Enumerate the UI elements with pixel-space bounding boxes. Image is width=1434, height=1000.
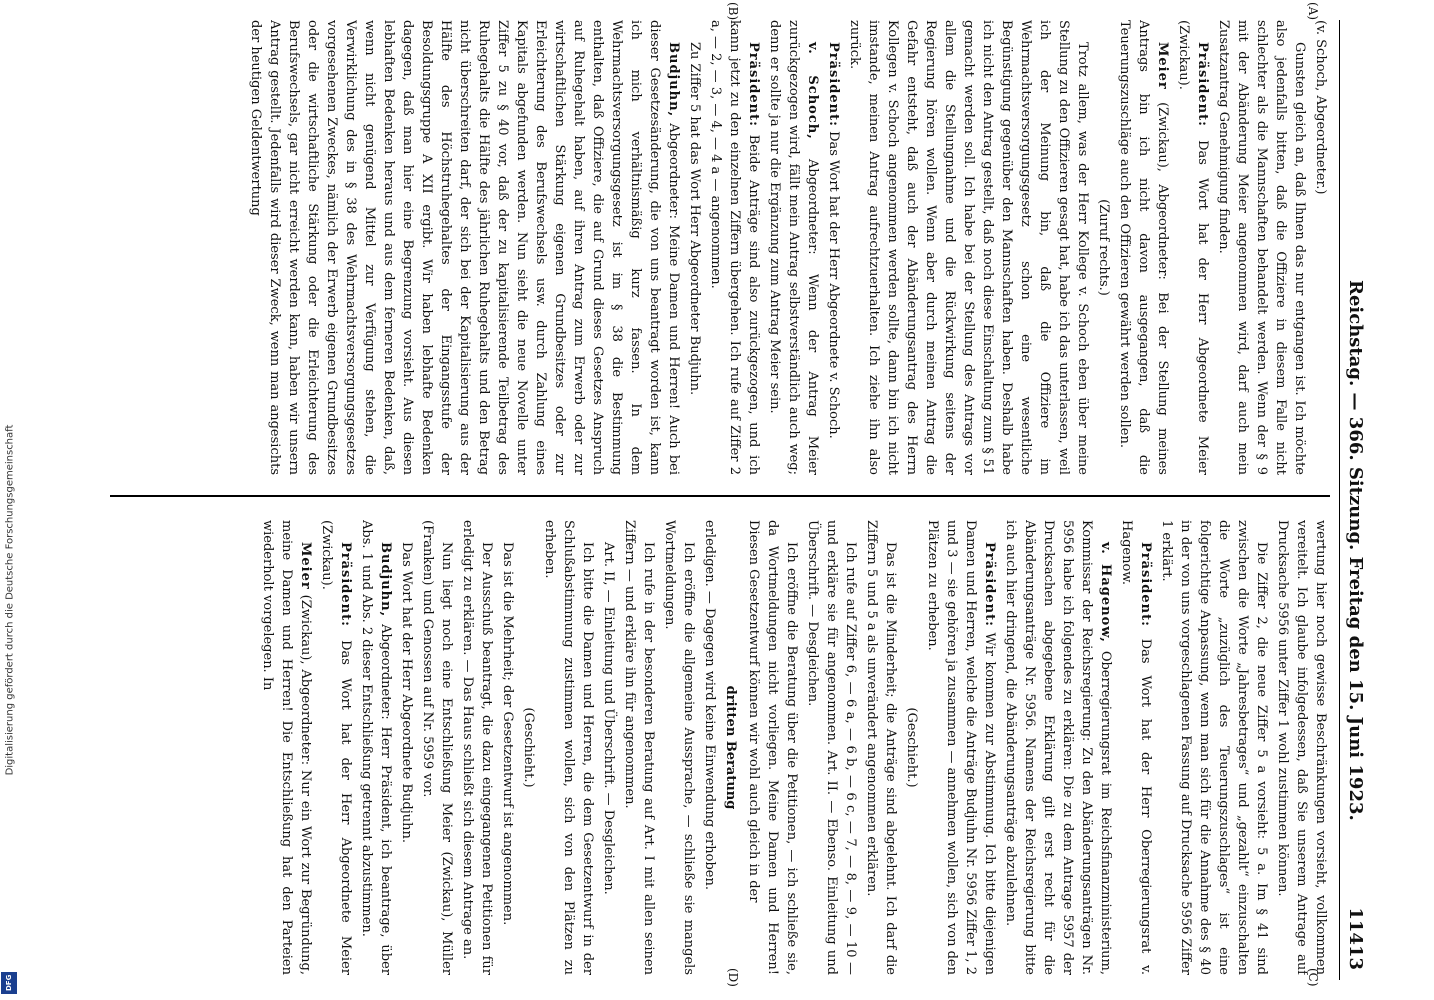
interjection	[902, 520, 921, 975]
interjection	[1094, 20, 1113, 475]
text-paragraph	[1214, 20, 1309, 475]
interjection-text: (Geschieht.)	[521, 707, 536, 788]
paragraph-text: erledigen. — Dagegen wird keine Einwendung erhoben.	[702, 520, 717, 890]
text-paragraph	[418, 520, 456, 975]
speaker-name: Meier	[1155, 42, 1170, 90]
speaker-name: Budjuhn,	[378, 542, 393, 618]
paragraph-text: Das Wort hat der Herr Abgeordnete Budjuhn.	[399, 542, 414, 844]
rotated-page	[80, 0, 1380, 1000]
speech-text: Beide Anträge sind also zurückgezogen, und ich kann jetzt zu den einzelnen Ziffern übergehen. Ich rufe auf Ziffer 2 a, — 2, — 3, — 4, — 4 a — angenommen.	[708, 20, 761, 475]
text-paragraph	[620, 520, 658, 975]
page-content	[80, 0, 1380, 1000]
paragraph-text: Art. II, — Einleitung und Überschrift. — Desgleichen.	[601, 542, 616, 895]
paragraph-text: (v. Schoch, Abgeordneter.)	[1313, 20, 1328, 195]
speech-paragraph	[1115, 20, 1172, 475]
text-paragraph	[700, 520, 719, 975]
paragraph-text: Der Ausschuß beantragt, die dazu eingegangenen Petitionen für erledigt zu erklären. — Das Haus schließt sich diesem Antrage an.	[460, 520, 494, 975]
page-title: Reichstag. — 366. Sitzung. Freitag den 15. Juni 1923.	[1345, 280, 1366, 821]
paragraph-text: Die Ziffer 2, die neue Ziffer 5 a vorsieht: 5 a. Im § 41 sind zwischen die Worte „Jahresbetrages“ und „gezahlt“ einzuschalten die Worte „zuzüglich des Teuerungszuschlages“ ist eine folgerichtige Anpassung, wenn man sich für die Annahme des § 40 in der von uns vorgeschlagenen Fassung auf Drucksache 5956 Ziffer 1 erklärt.	[1159, 520, 1269, 975]
digitization-note: Digitalisierung gefördert durch die Deutsche Forschungsgemeinschaft	[4, 424, 16, 776]
speaker-name: v. Hagenow,	[1098, 542, 1113, 643]
column-divider	[110, 495, 1330, 497]
speech-paragraph	[1117, 520, 1155, 975]
speech-paragraph	[824, 20, 843, 475]
text-paragraph	[458, 520, 496, 975]
paragraph-text: Trotz allem, was der Herr Kollege v. Schoch eben über meine Stellung zu den Offizieren gesagt hat, habe ich das unterlassen, weil ich der Meinung bin, daß die Offiziere im Wehrmachtsversorgungsgesetz schon eine wesentliche Begünstigung gegenüber den Mannschaften haben. Deshalb habe ich nicht den Antrag gestellt, daß noch diese Einschaltung zum § 51 gemacht werden soll. Ich habe bei der Stellung des Antrags vor allem die Stellungnahme und die Rückwirkung seitens der Regierung hören wollen. Wenn aber durch meinen Antrag die Gefahr entsteht, daß auch der Abänderungsantrag des Herrn Kollegen v. Schoch angenommen werden sollte, dann bin ich nicht imstande, meinen Antrag aufrechtzuerhalten. Ich ziehe ihn also zurück.	[847, 20, 1090, 475]
paragraph-text: Nun liegt noch eine Entschließung Meier (Zwickau), Müller (Franken) und Genossen auf Nr. 5959 vor.	[420, 520, 454, 975]
speech-paragraph	[357, 520, 395, 975]
text-paragraph	[498, 520, 517, 975]
paragraph-text: Gunsten gleich an, daß Ihnen das nur entgangen ist. Ich möchte also jedenfalls bitten, daß die Offiziere in diesem Falle nicht schlechter als die Mannschaften behandelt werden. Wenn der § 9 mit der Abänderung Meier angenommen wird, darf auch mein Zusatzantrag Genehmigung finden.	[1216, 20, 1307, 475]
speaker-name: v. Schoch,	[805, 42, 820, 140]
page-header	[1339, 20, 1370, 980]
speaker-name: Präsident:	[982, 542, 997, 627]
paragraph-text: Ich eröffne die allgemeine Aussprache, — schließe sie mangels Wortmeldungen.	[662, 520, 696, 975]
paragraph-text: Ich bitte die Damen und Herren, die dem Gesetzentwurf in der Schlußabstimmung zustimmen wollen, sich von den Plätzen zu erheben.	[542, 520, 595, 975]
paragraph-text: wertung hier noch gewisse Beschränkungen vorsieht, vollkommen vereitelt. Ich glaube infolgedessen, daß Sie unserem Antrage auf Drucksache 5956 unter Ziffer 1 wohl zustimmen können.	[1275, 520, 1328, 975]
speech-text: Abgeordneter: Herr Präsident, ich beantrage, über Abs. 1 und Abs. 2 dieser Entschließung getrennt abzustimmen.	[359, 520, 393, 975]
text-paragraph	[845, 20, 1092, 475]
text-paragraph	[685, 20, 704, 475]
speech-text: Wir kommen zur Abstimmung. Ich bitte diejenigen Damen und Herren, welche die Anträge Budjuhn Nr. 5956 Ziffer 1, 2 und 3 — sie gehören ja zusammen — annehmen wollen, sich von den Plätzen zu erheben.	[925, 520, 997, 975]
speech-paragraph	[258, 520, 315, 975]
paragraph-text: Zu Ziffer 5 hat das Wort Herr Abgeordneter Budjuhn.	[687, 42, 702, 396]
text-paragraph	[744, 520, 801, 975]
speech-paragraph	[923, 520, 999, 975]
speech-paragraph	[1174, 20, 1212, 475]
page-number: 11413	[1345, 907, 1366, 970]
paragraph-text: Das ist die Minderheit; die Anträge sind abgelehnt. Ich darf die Ziffern 5 und 5 a als unverändert angenommen erklären.	[864, 520, 898, 975]
speaker-name: Präsident:	[746, 42, 761, 127]
paragraph-text: Ich rufe in der besonderen Beratung auf Art. I mit allen seinen Ziffern — und erkläre ihn für angenommen.	[622, 520, 656, 975]
speech-text: Das Wort hat der Herr Oberregierungsrat v. Hagenow.	[1119, 520, 1153, 975]
speaker-name: Präsident:	[1138, 542, 1153, 627]
speech-paragraph	[765, 20, 822, 475]
speech-text: Abgeordneter: Meine Damen und Herren! Auch bei dieser Gesetzesänderung, die von uns beantragt worden ist, kann ich mich verhältnismäßig kurz fassen. In dem Wehrmachtsversorgungsgesetz ist im § 38 die Bestimmung enthalten, daß Offiziere, die auf Grund dieses Gesetzes Anspruch auf Ruhegehalt haben, auf ihren Antrag zum Erwerb oder zur wirtschaftlichen Stärkung eigenen Grundbesitzes oder zur Erleichterung des Berufswechsels usw. durch Zahlung eines Kapitals abgefunden werden. Nun sieht die neue Novelle unter Ziffer 5 zu § 40 vor, daß der zu kapitalisierende Teilbetrag des Ruhegehalts die Hälfte des jährlichen Ruhegehalts und den Betrag nicht überschreiten darf, der sich bei der Kapitalisierung aus der Hälfte des Höchstruhegehaltes der Eingangsstufe der Besoldungsgruppe A XII ergibt. Wir haben lebhafte Bedenken dagegen, daß man hier eine Begrenzung vorsieht. Aus diesen lebhaften Bedenken heraus und aus dem ferneren Bedenken, daß, wenn nicht genügend Mittel zur Verfügung stehen, die Verwirklichung des in § 38 des Wehrmachtsversorgungsgesetzes vorgesehenen Zweckes, nämlich der Erwerb eigenen Grundbesitzes oder die wirtschaftliche Stärkung oder die Erleichterung des Berufswechsels, gar nicht erreicht werden kann, haben wir unsern Antrag gestellt. Jedenfalls wird dieser Zweck, wenn man angesichts der heutigen Geldentwertung	[248, 20, 681, 475]
margin-mark-a: (A)	[1306, 2, 1320, 21]
speaker-name: Budjuhn,	[666, 42, 681, 118]
speech-text: Abgeordneter: Wenn der Antrag Meier zurückgezogen wird, fällt mein Antrag selbstverständlich auch weg; denn er sollte ja nur die Ergänzung zum Antrag Meier sein.	[767, 20, 820, 475]
speech-paragraph	[246, 20, 683, 475]
speaker-name: Präsident:	[826, 42, 841, 127]
speech-text: Das Wort hat der Herr Abgeordnete Meier (Zwickau).	[1176, 20, 1210, 475]
digitization-sidebar	[0, 0, 20, 1000]
speech-text: (Zwickau), Abgeordneter: Bei der Stellung meines Antrags bin ich nicht davon ausgegangen, daß die Teuerungszuschläge auch den Offizieren gewährt werden sollen.	[1117, 20, 1170, 475]
speech-text: Das Wort hat der Herr Abgeordnete Meier (Zwickau).	[319, 520, 353, 975]
text-paragraph	[599, 520, 618, 975]
section-heading-text: dritten Beratung	[723, 685, 738, 810]
text-paragraph	[397, 520, 416, 975]
speech-paragraph	[706, 20, 763, 475]
text-paragraph	[1157, 520, 1271, 975]
speech-text: Oberregierungsrat im Reichsfinanzministerium, Kommissar der Reichsregierung: Zu den Abänderungsanträgen Nr. 5956 habe ich folgendes zu erklären: Die zu dem Antrage 5957 der Drucksachen abgegebene Erklärung gilt erst recht für die Abänderungsanträge Nr. 5956. Namens der Reichsregierung bitte ich auch hier dringend, die Abänderungsanträge abzulehnen.	[1003, 520, 1113, 975]
paragraph-text: Ich rufe auf Ziffer 6, — 6 a, — 6 b, — 6 c, — 7, — 8, — 9, — 10 — und erkläre sie für angenommen. Art. II. — Ebenso. Einleitung und Überschrift. — Desgleichen.	[805, 520, 858, 975]
text-paragraph	[803, 520, 860, 975]
text-paragraph	[1311, 20, 1330, 475]
speech-text: (Zwickau), Abgeordneter: Nur ein Wort zur Begründung, meine Damen und Herren! Die Entschließung hat den Parteien wiederholt vorgelegen. In	[260, 520, 313, 975]
left-column	[110, 20, 1330, 475]
text-paragraph	[862, 520, 900, 975]
text-paragraph	[660, 520, 698, 975]
margin-mark-c: (C)	[1306, 968, 1320, 987]
text-paragraph	[540, 520, 597, 975]
margin-mark-d: (D)	[726, 968, 740, 987]
speaker-name: Präsident:	[1195, 42, 1210, 127]
speech-text: Das Wort hat der Herr Abgeordnete v. Schoch.	[826, 131, 841, 439]
speech-paragraph	[317, 520, 355, 975]
section-heading	[721, 520, 740, 975]
right-column	[110, 520, 1330, 975]
paragraph-text: Ich eröffne die Beratung über die Petitionen, — ich schließe sie, da Wortmeldungen nicht vorliegen. Meine Damen und Herren! Diesen Gesetzentwurf können wir wohl auch gleich in der	[746, 520, 799, 975]
dfg-logo: DFG	[1, 972, 17, 994]
speaker-name: Präsident:	[338, 542, 353, 627]
interjection	[519, 520, 538, 975]
interjection-text: (Zuruf rechts.)	[1096, 199, 1111, 296]
text-paragraph	[1273, 520, 1330, 975]
speaker-name: Meier	[298, 542, 313, 590]
interjection-text: (Geschieht.)	[904, 707, 919, 788]
margin-mark-b: (B)	[726, 2, 740, 21]
speech-paragraph	[1001, 520, 1115, 975]
paragraph-text: Das ist die Mehrheit; der Gesetzentwurf ist angenommen.	[500, 542, 515, 926]
